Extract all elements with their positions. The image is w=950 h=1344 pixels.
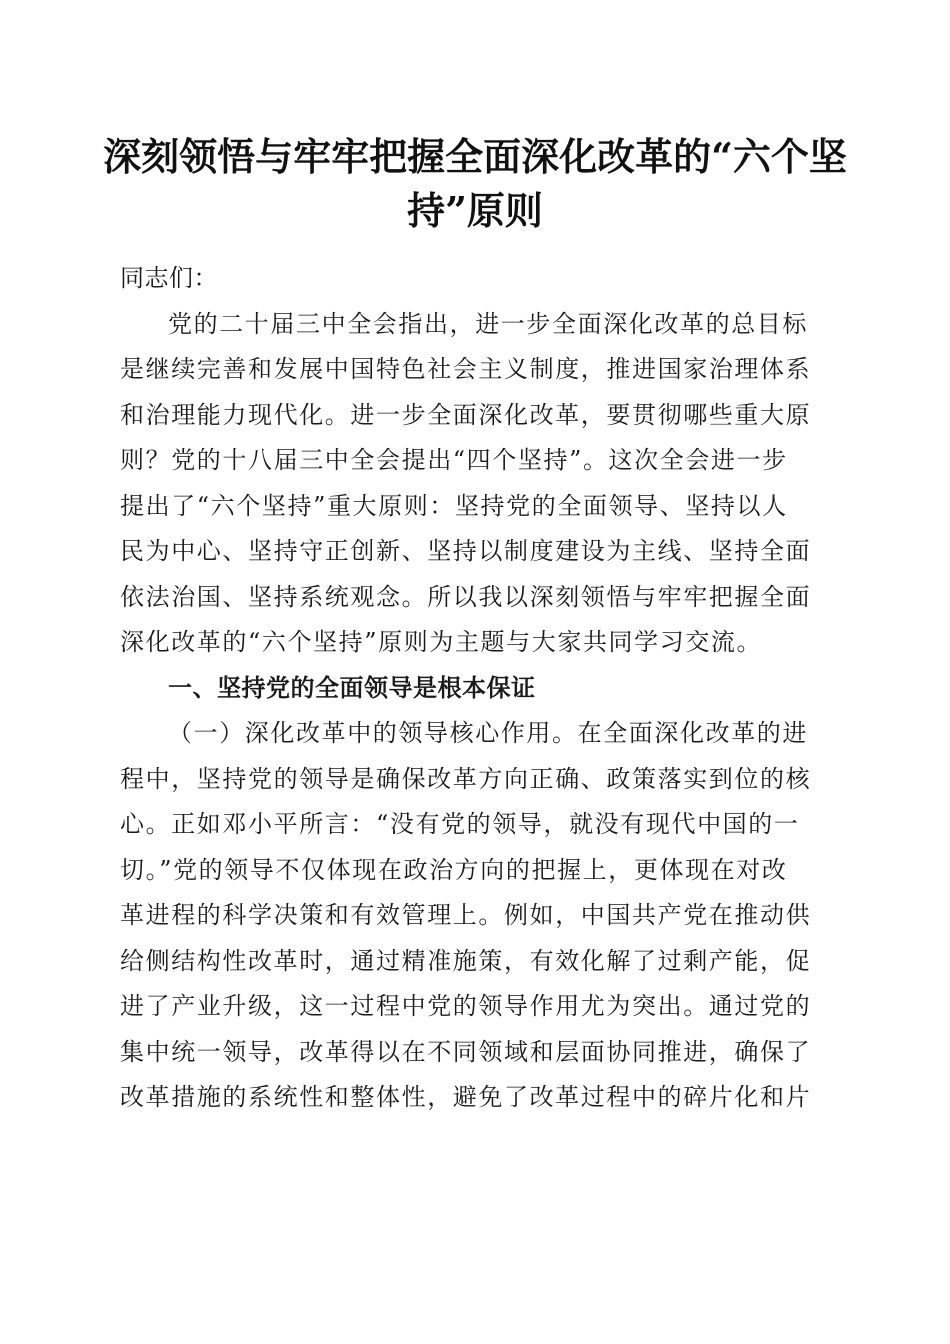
- paragraph-line: （一）深化改革中的领导核心作用。在全面深化改革的进: [168, 719, 808, 747]
- paragraph-line: 则？党的十八届三中全会提出“四个坚持”。这次全会进一步: [120, 446, 788, 474]
- paragraph-line: 和治理能力现代化。进一步全面深化改革，要贯彻哪些重大原: [120, 400, 812, 429]
- paragraph-line: 改革措施的系统性和整体性，避免了改革过程中的碎片化和片: [120, 1083, 812, 1111]
- paragraph-line: 民为中心、坚持守正创新、坚持以制度建设为主线、坚持全面: [120, 537, 812, 565]
- paragraph-line: 集中统一领导，改革得以在不同领域和层面协同推进，确保了: [120, 1037, 812, 1066]
- paragraph-line: 依法治国、坚持系统观念。所以我以深刻领悟与牢牢把握全面: [120, 582, 812, 611]
- paragraph-line: 心。正如邓小平所言：“没有党的领导，就没有现代中国的一: [120, 810, 800, 838]
- section-heading: 一、坚持党的全面领导是根本保证: [168, 673, 536, 702]
- paragraph-line: 给侧结构性改革时，通过精准施策，有效化解了过剩产能，促: [120, 946, 812, 975]
- paragraph-line: 提出了“六个坚持”重大原则：坚持党的全面领导、坚持以人: [120, 491, 788, 520]
- paragraph-line: 进了产业升级，这一过程中党的领导作用尤为突出。通过党的: [120, 992, 812, 1020]
- paragraph-line: 党的二十届三中全会指出，进一步全面深化改革的总目标: [168, 309, 808, 338]
- paragraph-line: 切。”党的领导不仅体现在政治方向的把握上，更体现在对改: [120, 855, 788, 884]
- paragraph-line: 深化改革的“六个坚持”原则为主题与大家共同学习交流。: [120, 628, 763, 656]
- paragraph-line: 革进程的科学决策和有效管理上。例如，中国共产党在推动供: [120, 901, 812, 929]
- title-line: 持”原则: [407, 188, 543, 233]
- title-line: 深刻领悟与牢牢把握全面深化改革的“六个坚: [103, 134, 847, 179]
- paragraph-line: 是继续完善和发展中国特色社会主义制度，推进国家治理体系: [120, 355, 812, 383]
- paragraph-line: 程中，坚持党的领导是确保改革方向正确、政策落实到位的核: [120, 764, 812, 793]
- salutation: 同志们：: [120, 264, 218, 292]
- document-body: [120, 256, 834, 1121]
- document-title: [90, 130, 860, 238]
